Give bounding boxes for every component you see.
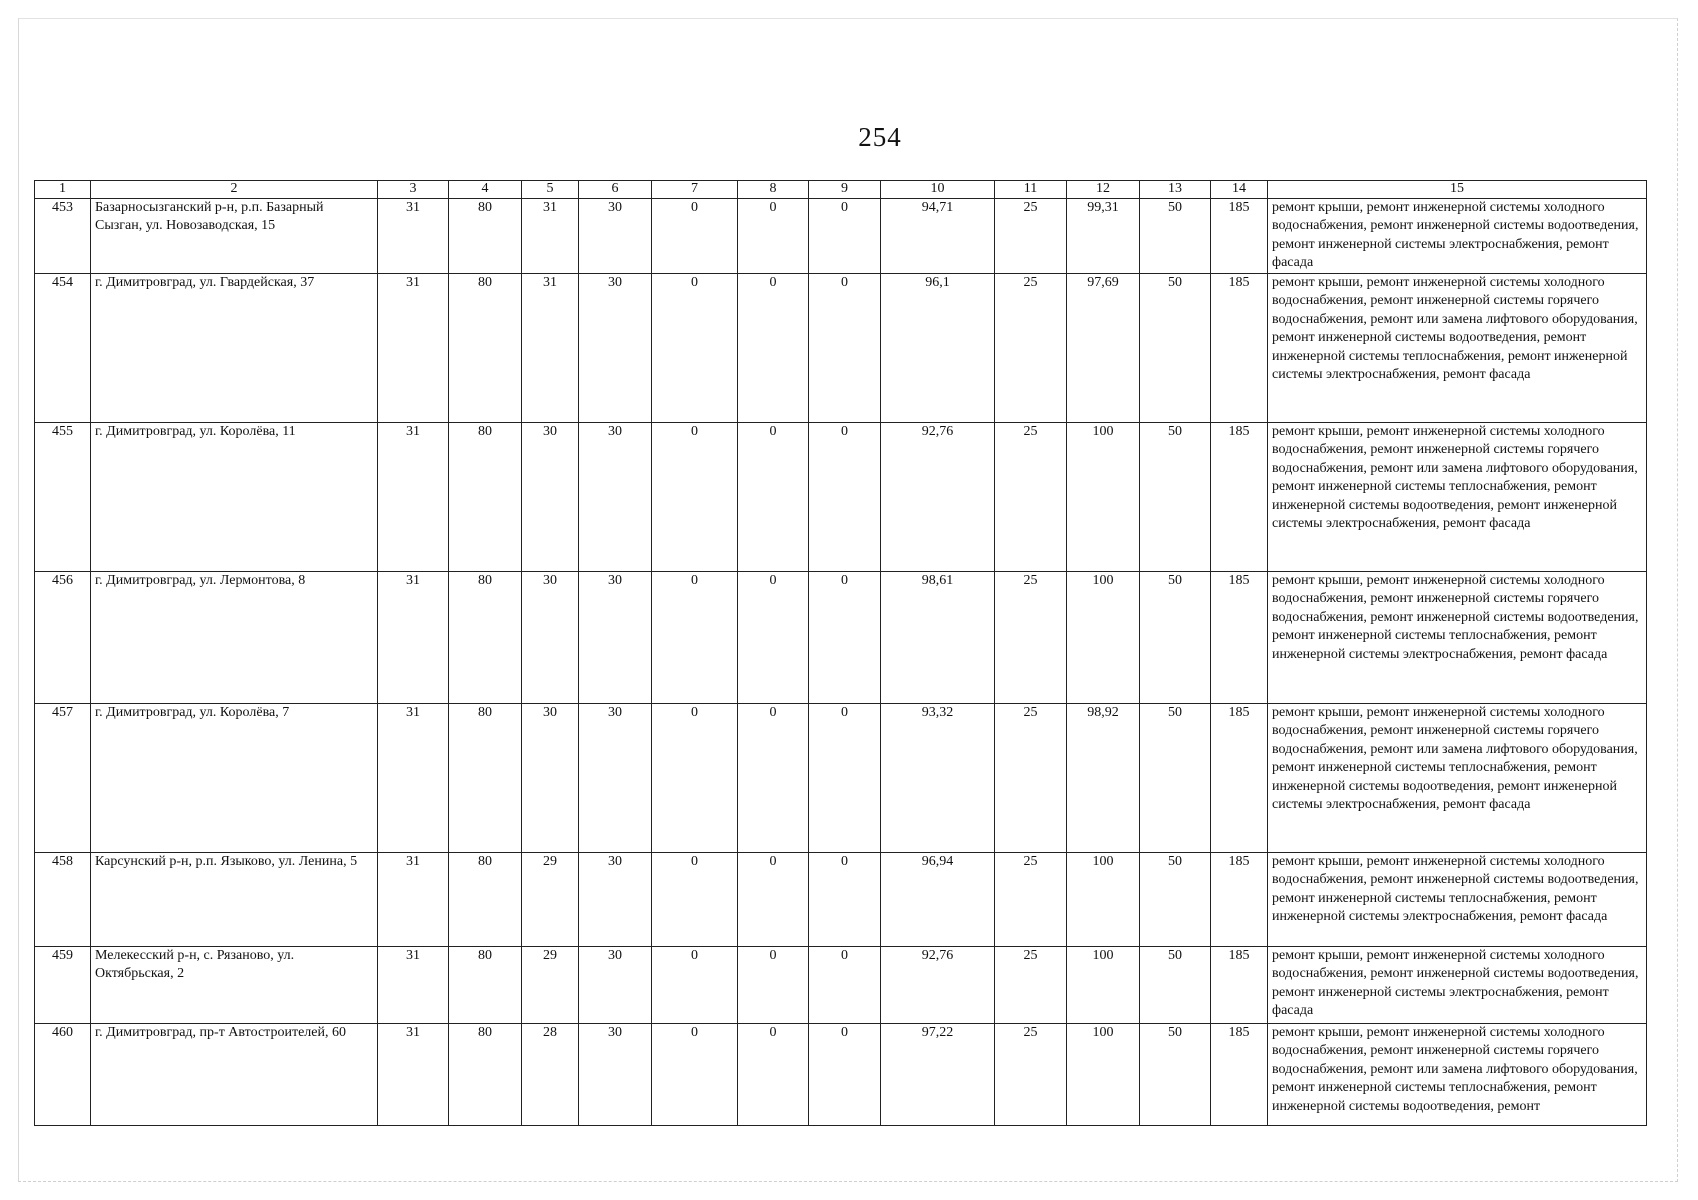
cell-col-13: 50 <box>1140 423 1211 572</box>
cell-col-11: 25 <box>995 947 1067 1024</box>
cell-col-12: 98,92 <box>1067 704 1140 853</box>
cell-col-5: 30 <box>522 572 579 704</box>
cell-col-10: 98,61 <box>881 572 995 704</box>
cell-col-9: 0 <box>809 853 881 947</box>
cell-col-10: 94,71 <box>881 199 995 274</box>
cell-works-list: ремонт крыши, ремонт инженерной системы холодного водоснабжения, ремонт инженерной системы горячего водоснабжения, ремонт или замена лифтового оборудования, ремонт инженерной системы теплоснабжения, ремонт инженерной системы водоотведения, ремонт инженерной системы электроснабжения, ремонт фасада <box>1268 704 1647 853</box>
cell-row-number: 453 <box>35 199 91 274</box>
cell-col-13: 50 <box>1140 572 1211 704</box>
cell-col-3: 31 <box>378 704 449 853</box>
cell-col-8: 0 <box>738 853 809 947</box>
cell-col-8: 0 <box>738 274 809 423</box>
table-row <box>35 572 1647 704</box>
cell-col-14: 185 <box>1211 199 1268 274</box>
cell-address: г. Димитровград, пр-т Автостроителей, 60 <box>91 1024 378 1126</box>
cell-col-10: 92,76 <box>881 947 995 1024</box>
cell-col-5: 31 <box>522 274 579 423</box>
cell-col-13: 50 <box>1140 199 1211 274</box>
cell-col-9: 0 <box>809 572 881 704</box>
cell-col-4: 80 <box>449 199 522 274</box>
table-row <box>35 1024 1647 1126</box>
cell-col-9: 0 <box>809 947 881 1024</box>
cell-col-9: 0 <box>809 274 881 423</box>
cell-col-6: 30 <box>579 423 652 572</box>
table-body <box>35 199 1647 1126</box>
cell-col-14: 185 <box>1211 572 1268 704</box>
cell-col-12: 100 <box>1067 572 1140 704</box>
column-header-6: 6 <box>579 181 652 199</box>
cell-address: г. Димитровград, ул. Лермонтова, 8 <box>91 572 378 704</box>
cell-col-5: 29 <box>522 853 579 947</box>
cell-col-13: 50 <box>1140 274 1211 423</box>
cell-row-number: 458 <box>35 853 91 947</box>
cell-col-11: 25 <box>995 704 1067 853</box>
cell-address: Карсунский р-н, р.п. Языково, ул. Ленина, 5 <box>91 853 378 947</box>
cell-address: г. Димитровград, ул. Королёва, 11 <box>91 423 378 572</box>
cell-col-8: 0 <box>738 423 809 572</box>
cell-col-12: 99,31 <box>1067 199 1140 274</box>
cell-col-7: 0 <box>652 1024 738 1126</box>
table-row <box>35 947 1647 1024</box>
cell-works-list: ремонт крыши, ремонт инженерной системы холодного водоснабжения, ремонт инженерной системы горячего водоснабжения, ремонт или замена лифтового оборудования, ремонт инженерной системы теплоснабжения, ремонт инженерной системы водоотведения, ремонт <box>1268 1024 1647 1126</box>
cell-col-8: 0 <box>738 704 809 853</box>
cell-col-7: 0 <box>652 572 738 704</box>
cell-col-10: 92,76 <box>881 423 995 572</box>
column-header-9: 9 <box>809 181 881 199</box>
cell-col-12: 100 <box>1067 853 1140 947</box>
column-header-12: 12 <box>1067 181 1140 199</box>
cell-col-11: 25 <box>995 853 1067 947</box>
cell-col-12: 100 <box>1067 947 1140 1024</box>
cell-col-7: 0 <box>652 853 738 947</box>
cell-address: Базарносызганский р-н, р.п. Базарный Сызган, ул. Новозаводская, 15 <box>91 199 378 274</box>
column-header-5: 5 <box>522 181 579 199</box>
cell-row-number: 454 <box>35 274 91 423</box>
cell-works-list: ремонт крыши, ремонт инженерной системы холодного водоснабжения, ремонт инженерной системы водоотведения, ремонт инженерной системы электроснабжения, ремонт фасада <box>1268 947 1647 1024</box>
cell-col-14: 185 <box>1211 947 1268 1024</box>
cell-col-10: 96,1 <box>881 274 995 423</box>
cell-col-12: 100 <box>1067 1024 1140 1126</box>
cell-col-8: 0 <box>738 1024 809 1126</box>
cell-col-14: 185 <box>1211 1024 1268 1126</box>
cell-col-8: 0 <box>738 947 809 1024</box>
cell-col-9: 0 <box>809 199 881 274</box>
cell-col-7: 0 <box>652 199 738 274</box>
cell-col-11: 25 <box>995 199 1067 274</box>
cell-col-12: 97,69 <box>1067 274 1140 423</box>
table-row <box>35 274 1647 423</box>
cell-col-7: 0 <box>652 423 738 572</box>
cell-col-11: 25 <box>995 572 1067 704</box>
table-row <box>35 704 1647 853</box>
cell-col-3: 31 <box>378 274 449 423</box>
page-number: 254 <box>858 122 902 152</box>
cell-row-number: 456 <box>35 572 91 704</box>
cell-works-list: ремонт крыши, ремонт инженерной системы холодного водоснабжения, ремонт инженерной системы водоотведения, ремонт инженерной системы теплоснабжения, ремонт инженерной системы электроснабжения, ремонт фасада <box>1268 853 1647 947</box>
cell-col-8: 0 <box>738 199 809 274</box>
column-header-11: 11 <box>995 181 1067 199</box>
cell-col-10: 93,32 <box>881 704 995 853</box>
cell-col-4: 80 <box>449 947 522 1024</box>
column-header-3: 3 <box>378 181 449 199</box>
cell-col-4: 80 <box>449 853 522 947</box>
cell-col-3: 31 <box>378 853 449 947</box>
cell-works-list: ремонт крыши, ремонт инженерной системы холодного водоснабжения, ремонт инженерной системы горячего водоснабжения, ремонт инженерной системы водоотведения, ремонт инженерной системы теплоснабжения, ремонт инженерной системы электроснабжения, ремонт фасада <box>1268 572 1647 704</box>
cell-col-14: 185 <box>1211 853 1268 947</box>
cell-col-6: 30 <box>579 853 652 947</box>
cell-row-number: 460 <box>35 1024 91 1126</box>
cell-col-7: 0 <box>652 274 738 423</box>
cell-col-6: 30 <box>579 947 652 1024</box>
cell-col-6: 30 <box>579 572 652 704</box>
cell-col-5: 30 <box>522 704 579 853</box>
cell-works-list: ремонт крыши, ремонт инженерной системы холодного водоснабжения, ремонт инженерной системы горячего водоснабжения, ремонт или замена лифтового оборудования, ремонт инженерной системы водоотведения, ремонт инженерной системы теплоснабжения, ремонт инженерной системы электроснабжения, ремонт фасада <box>1268 274 1647 423</box>
column-header-14: 14 <box>1211 181 1268 199</box>
cell-col-6: 30 <box>579 704 652 853</box>
table-row <box>35 423 1647 572</box>
cell-works-list: ремонт крыши, ремонт инженерной системы холодного водоснабжения, ремонт инженерной системы горячего водоснабжения, ремонт или замена лифтового оборудования, ремонт инженерной системы теплоснабжения, ремонт инженерной системы водоотведения, ремонт инженерной системы электроснабжения, ремонт фасада <box>1268 423 1647 572</box>
cell-col-6: 30 <box>579 1024 652 1126</box>
cell-col-6: 30 <box>579 274 652 423</box>
cell-row-number: 455 <box>35 423 91 572</box>
cell-address: г. Димитровград, ул. Королёва, 7 <box>91 704 378 853</box>
table-row <box>35 853 1647 947</box>
cell-col-3: 31 <box>378 947 449 1024</box>
cell-col-14: 185 <box>1211 704 1268 853</box>
cell-col-5: 28 <box>522 1024 579 1126</box>
column-header-15: 15 <box>1268 181 1647 199</box>
column-number-row <box>35 181 1647 199</box>
cell-row-number: 457 <box>35 704 91 853</box>
cell-col-3: 31 <box>378 423 449 572</box>
cell-col-3: 31 <box>378 199 449 274</box>
column-header-8: 8 <box>738 181 809 199</box>
cell-col-11: 25 <box>995 274 1067 423</box>
cell-col-4: 80 <box>449 704 522 853</box>
register-table <box>34 180 1647 1126</box>
cell-address: г. Димитровград, ул. Гвардейская, 37 <box>91 274 378 423</box>
cell-col-10: 96,94 <box>881 853 995 947</box>
column-header-4: 4 <box>449 181 522 199</box>
cell-col-4: 80 <box>449 1024 522 1126</box>
cell-col-11: 25 <box>995 423 1067 572</box>
cell-col-13: 50 <box>1140 947 1211 1024</box>
cell-col-7: 0 <box>652 947 738 1024</box>
cell-col-6: 30 <box>579 199 652 274</box>
table-row <box>35 199 1647 274</box>
cell-col-4: 80 <box>449 423 522 572</box>
cell-col-14: 185 <box>1211 423 1268 572</box>
column-header-1: 1 <box>35 181 91 199</box>
cell-col-10: 97,22 <box>881 1024 995 1126</box>
cell-col-9: 0 <box>809 423 881 572</box>
cell-col-3: 31 <box>378 1024 449 1126</box>
column-header-2: 2 <box>91 181 378 199</box>
cell-col-13: 50 <box>1140 704 1211 853</box>
cell-col-13: 50 <box>1140 853 1211 947</box>
cell-col-3: 31 <box>378 572 449 704</box>
cell-address: Мелекесский р-н, с. Рязаново, ул. Октябрьская, 2 <box>91 947 378 1024</box>
cell-col-8: 0 <box>738 572 809 704</box>
cell-col-9: 0 <box>809 704 881 853</box>
cell-col-7: 0 <box>652 704 738 853</box>
cell-col-4: 80 <box>449 274 522 423</box>
column-header-13: 13 <box>1140 181 1211 199</box>
cell-col-11: 25 <box>995 1024 1067 1126</box>
cell-col-5: 30 <box>522 423 579 572</box>
cell-works-list: ремонт крыши, ремонт инженерной системы холодного водоснабжения, ремонт инженерной системы водоотведения, ремонт инженерной системы электроснабжения, ремонт фасада <box>1268 199 1647 274</box>
cell-col-5: 29 <box>522 947 579 1024</box>
cell-col-12: 100 <box>1067 423 1140 572</box>
cell-col-9: 0 <box>809 1024 881 1126</box>
cell-col-14: 185 <box>1211 274 1268 423</box>
cell-col-5: 31 <box>522 199 579 274</box>
cell-col-4: 80 <box>449 572 522 704</box>
cell-row-number: 459 <box>35 947 91 1024</box>
column-header-10: 10 <box>881 181 995 199</box>
cell-col-13: 50 <box>1140 1024 1211 1126</box>
column-header-7: 7 <box>652 181 738 199</box>
